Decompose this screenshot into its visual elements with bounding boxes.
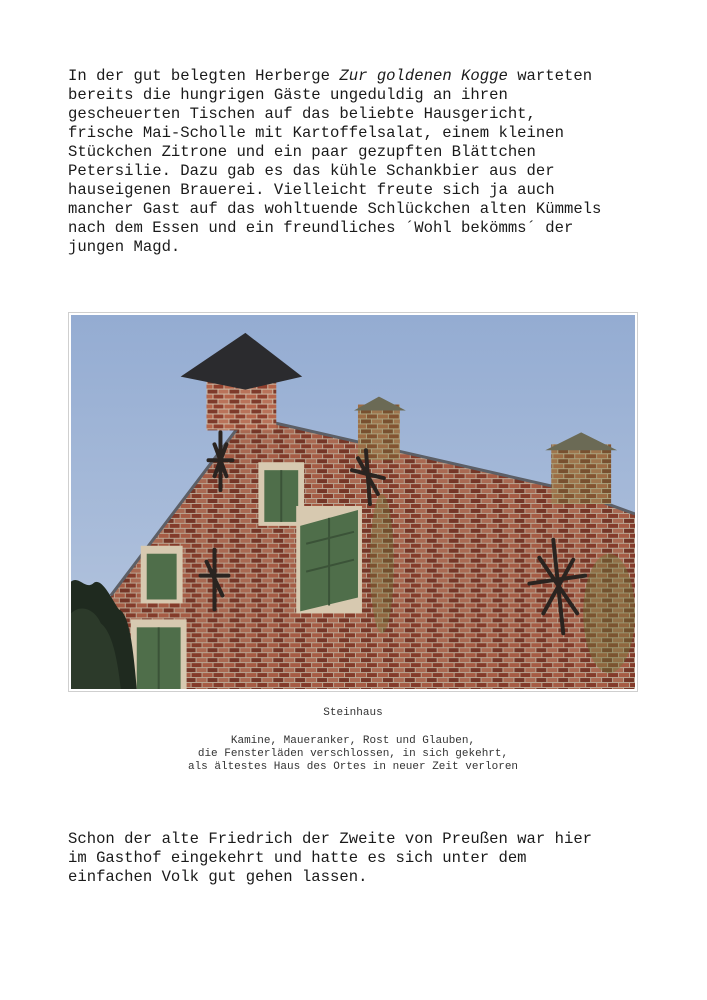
- intro-paragraph: [68, 67, 668, 257]
- house-photo: [68, 312, 638, 692]
- intro-text-rest: warteten bereits die hungrigen Gäste ungeduldig an ihren gescheuerten Tischen auf das beliebte Hausgericht, frische Mai-Scholle mit Kartoffelsalat, einem kleinen Stückchen Zitrone und ein paar gezupften Blättchen Petersilie. Dazu gab es das kühle Schankbier aus der hauseigenen Brauerei. Vielleicht freute sich ja auch mancher Gast auf das wohltuende Schlückchen alten Kümmels nach dem Essen und ein freundliches ´Wohl bekömms´ der jungen Magd.: [68, 67, 602, 256]
- photo-caption-poem: Kamine, Maueranker, Rost und Glauben, die Fensterläden verschlossen, in sich gekehrt, als ältestes Haus des Ortes in neuer Zeit verloren: [187, 735, 519, 773]
- closing-paragraph: Schon der alte Friedrich der Zweite von Preußen war hier im Gasthof eingekehrt und hatte es sich unter dem einfachen Volk gut gehen lassen.: [68, 830, 593, 886]
- brick-gable-illustration: [71, 315, 635, 689]
- intro-text-start: In der gut belegten Herberge: [68, 67, 340, 85]
- photo-caption-title: Steinhaus: [323, 707, 383, 719]
- inn-name: Zur goldenen Kogge: [339, 67, 508, 85]
